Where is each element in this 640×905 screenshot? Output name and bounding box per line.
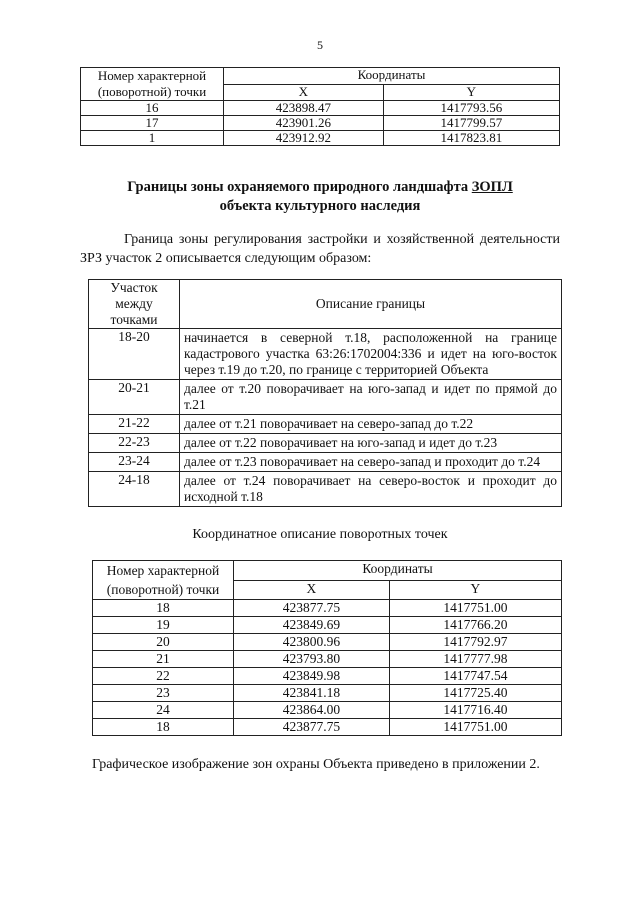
footer-note: Графическое изображение зон охраны Объекта приведено в приложении 2. [92,757,540,772]
description-cell: далее от т.20 поворачивает на юго-запад и идет по прямой до т.21 [180,380,562,415]
boundary-description-table [88,279,562,507]
table-row [93,600,562,617]
heading-line2: объекта культурного наследия [219,198,421,214]
coordinates-header: Координаты [224,68,560,85]
table-row [81,131,560,146]
y-value: 1417725.40 [389,685,561,702]
table-row [89,415,562,434]
y-value: 1417799.57 [383,116,559,131]
point-number: 23 [93,685,234,702]
table-row [89,472,562,507]
description-header: Описание границы [180,280,562,329]
description-cell: начинается в северной т.18, расположенной на границе кадастрового участка 63:26:1702004:336 и идет на юго-восток через т.19 до т.20, по границе с территорией Объекта [180,329,562,380]
section-cell: 21-22 [89,415,180,434]
x-value: 423912.92 [224,131,384,146]
table-row [89,380,562,415]
table-row [93,651,562,668]
y-value: 1417792.97 [389,634,561,651]
section-cell: 24-18 [89,472,180,507]
point-number: 18 [93,719,234,736]
x-header: X [224,85,384,101]
coordinates-table-1 [80,67,560,146]
point-number-header: Номер характерной (поворотной) точки [81,68,224,101]
description-cell: далее от т.22 поворачивает на юго-запад и идет до т.23 [180,434,562,453]
point-number: 19 [93,617,234,634]
section-header: Участок между точками [89,280,180,329]
table-row [93,719,562,736]
table-row [81,116,560,131]
point-number: 24 [93,702,234,719]
table-row [89,434,562,453]
section-cell: 18-20 [89,329,180,380]
y-value: 1417747.54 [389,668,561,685]
table-row [93,617,562,634]
point-number: 20 [93,634,234,651]
table-row [93,634,562,651]
table-row [89,329,562,380]
y-value: 1417777.98 [389,651,561,668]
section-cell: 23-24 [89,453,180,472]
x-value: 423877.75 [234,719,390,736]
point-number: 16 [81,101,224,116]
y-value: 1417751.00 [389,719,561,736]
table-row [89,453,562,472]
section-cell: 20-21 [89,380,180,415]
point-number: 22 [93,668,234,685]
x-value: 423849.69 [234,617,390,634]
heading-line1: Границы зоны охраняемого природного ландшафта [127,179,469,195]
y-value: 1417823.81 [383,131,559,146]
coordinates-header: Координаты [234,561,562,581]
table-row [93,685,562,702]
page-number: 5 [317,38,323,52]
heading-abbreviation: ЗОПЛ [471,179,513,195]
y-value: 1417751.00 [389,600,561,617]
point-number: 21 [93,651,234,668]
table-row [81,101,560,116]
description-cell: далее от т.24 поворачивает на северо-восток и проходит до исходной т.18 [180,472,562,507]
point-number-header: Номер характерной (поворотной) точки [93,561,234,600]
coordinates-subtitle: Координатное описание поворотных точек [192,527,448,542]
y-value: 1417793.56 [383,101,559,116]
x-header: X [234,580,390,600]
table-row [93,702,562,719]
x-value: 423864.00 [234,702,390,719]
y-header: Y [383,85,559,101]
section-cell: 22-23 [89,434,180,453]
description-cell: далее от т.23 поворачивает на северо-запад и проходит до т.24 [180,453,562,472]
point-number: 18 [93,600,234,617]
section-heading [80,178,560,216]
y-value: 1417766.20 [389,617,561,634]
x-value: 423793.80 [234,651,390,668]
point-number: 1 [81,131,224,146]
x-value: 423800.96 [234,634,390,651]
x-value: 423901.26 [224,116,384,131]
x-value: 423841.18 [234,685,390,702]
y-header: Y [389,580,561,600]
x-value: 423898.47 [224,101,384,116]
x-value: 423877.75 [234,600,390,617]
x-value: 423849.98 [234,668,390,685]
point-number: 17 [81,116,224,131]
description-paragraph: Граница зоны регулирования застройки и хозяйственной деятельности ЗРЗ участок 2 описывается следующим образом: [80,232,560,266]
table-row [93,668,562,685]
coordinates-table-2 [92,560,562,736]
description-cell: далее от т.21 поворачивает на северо-запад до т.22 [180,415,562,434]
y-value: 1417716.40 [389,702,561,719]
